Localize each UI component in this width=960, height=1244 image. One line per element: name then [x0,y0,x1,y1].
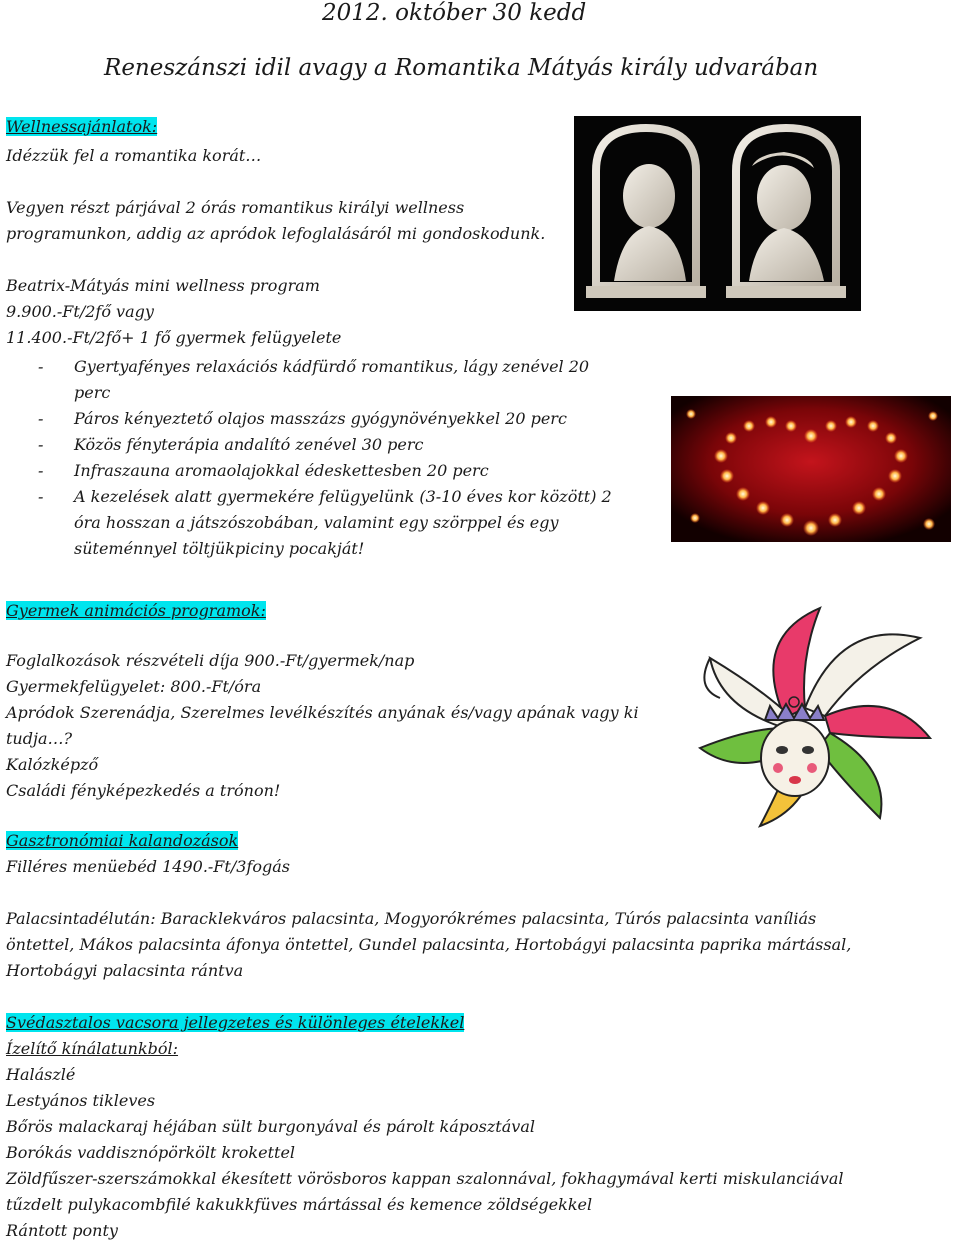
kids-line: Foglalkozások részvételi díja 900.-Ft/gyermek/nap [6,651,415,670]
document-title: Reneszánszi idil avagy a Romantika Mátyás király udvarában [104,55,819,81]
kids-line: Gyermekfelügyelet: 800.-Ft/óra [6,677,262,696]
wellness-paragraph-line-1: Vegyen részt párjával 2 órás romantikus királyi wellness [6,198,465,217]
buffet-item: Rántott ponty [6,1221,118,1240]
kids-line: Kalózképző [6,755,99,774]
wellness-treatment-list [38,354,618,562]
list-item: - Gyertyafényes relaxációs kádfürdő romantikus, lágy zenével 20 perc [38,357,590,402]
buffet-item: Lestyános tikleves [6,1091,156,1110]
wellness-paragraph-line-2: programunkon, addig az apródok lefoglalásáról mi gondoskodunk. [6,224,546,243]
gastro-heading: Gasztronómiai kalandozások [6,831,239,850]
wellness-price-1: 9.900.-Ft/2fő vagy [6,302,154,321]
wellness-intro: Idézzük fel a romantika korát… [6,146,262,165]
buffet-item: tűzdelt pulykacombfilé kakukkfüves mártással és kemence zöldségekkel [6,1195,593,1214]
gastro-menu: Filléres menüebéd 1490.-Ft/3fogás [6,857,290,876]
buffet-item: Bőrös malackaraj héjában sült burgonyával és párolt káposztával [6,1117,535,1136]
pancake-line: Palacsintadélután: Baracklekváros palacsinta, Mogyorókrémes palacsinta, Túrós palacsinta vaníliás [6,909,817,928]
document-date: 2012. október 30 kedd [322,0,587,26]
buffet-item: Borókás vaddisznópörkölt krokettel [6,1143,296,1162]
kids-heading: Gyermek animációs programok: [6,601,266,620]
buffet-heading: Svédasztalos vacsora jellegzetes és különleges ételekkel [6,1013,465,1032]
list-item: - Közös fényterápia andalító zenével 30 perc [38,435,424,454]
wellness-heading: Wellnessajánlatok: [6,117,158,136]
list-item: - A kezelések alatt gyermekére felügyelünk (3-10 éves kor között) 2 óra hosszan a játszószobában, valamint egy szörppel és egy süteménnyel töltjükpiciny pocakját! [38,487,612,558]
buffet-item: Zöldfűszer-szerszámokkal ékesített vörösboros kappan szalonnával, fokhagymával kerti miskulanciával [6,1169,844,1188]
jester-mask-image [690,598,940,830]
relief-portraits-image [574,116,861,311]
kids-line: Apródok Szerenádja, Szerelmes levélkészítés anyának és/vagy apának vagy ki [6,703,639,722]
buffet-item: Halászlé [6,1065,76,1084]
wellness-price-2: 11.400.-Ft/2fő+ 1 fő gyermek felügyelete [6,328,342,347]
candle-heart-image [671,396,951,542]
kids-line: Családi fényképezkedés a trónon! [6,781,281,800]
list-item: - Páros kényeztető olajos masszázs gyógynövényekkel 20 perc [38,409,567,428]
pancake-line: öntettel, Mákos palacsinta áfonya öntettel, Gundel palacsinta, Hortobágyi palacsinta paprika mártással, [6,935,852,954]
wellness-program-name: Beatrix-Mátyás mini wellness program [6,276,320,295]
kids-line: tudja…? [6,729,73,748]
list-item: - Infraszauna aromaolajokkal édeskettesben 20 perc [38,461,489,480]
pancake-line: Hortobágyi palacsinta rántva [6,961,244,980]
buffet-subheading: Ízelítő kínálatunkból: [6,1039,179,1058]
